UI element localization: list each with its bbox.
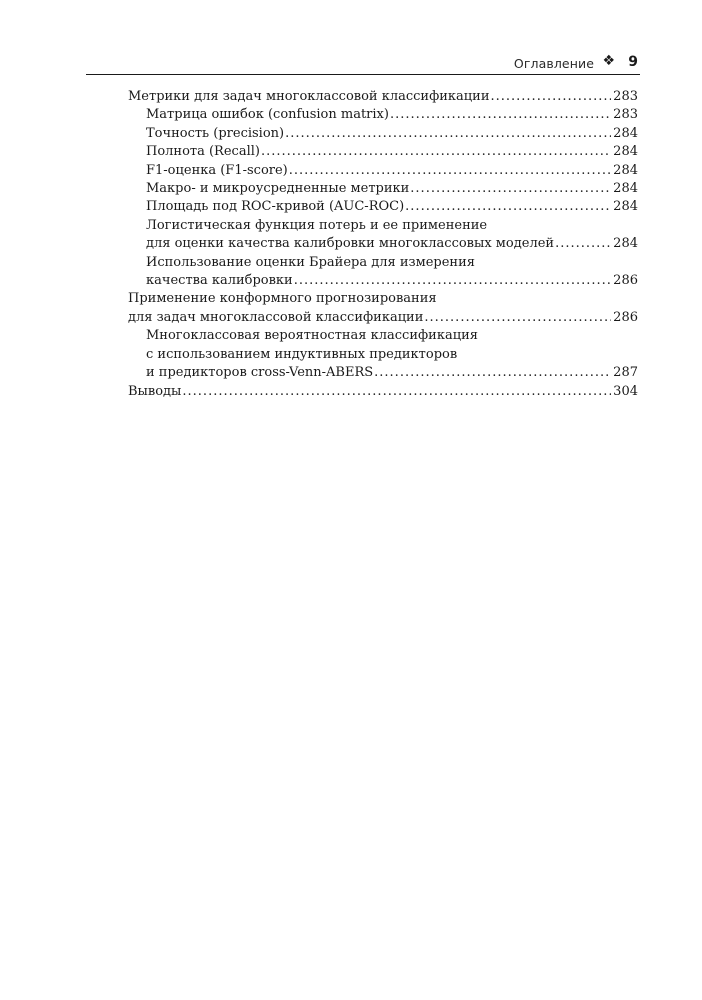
- toc-entry[interactable]: [128, 254, 638, 291]
- table-of-contents: [128, 88, 638, 401]
- toc-entry-title: для задач многоклассовой классификации: [128, 309, 424, 325]
- toc-entry-title: качества калибровки: [146, 273, 293, 289]
- toc-entry[interactable]: [128, 162, 638, 180]
- toc-entry-title: Макро- и микроусредненные метрики: [146, 181, 410, 197]
- toc-entry-title-line: Использование оценки Брайера для измерения: [146, 254, 475, 270]
- toc-entry-page: 284: [613, 199, 638, 215]
- toc-entry-page: 284: [613, 236, 638, 252]
- toc-entry-title: Выводы: [128, 383, 182, 399]
- toc-entry[interactable]: [128, 198, 638, 216]
- dot-leader: [491, 88, 612, 106]
- dot-leader: [390, 106, 611, 124]
- toc-entry-page: 286: [613, 309, 638, 325]
- toc-entry-title-line: Логистическая функция потерь и ее применение: [146, 217, 488, 233]
- page-number: 9: [628, 54, 638, 70]
- toc-entry-page: 304: [613, 383, 638, 399]
- dot-leader: [405, 198, 611, 216]
- toc-entry-page: 283: [613, 89, 638, 104]
- toc-entry[interactable]: [128, 180, 638, 198]
- toc-entry-page: 286: [613, 273, 638, 289]
- toc-entry[interactable]: [128, 383, 638, 401]
- dot-leader: [289, 162, 611, 180]
- toc-entry-page: 283: [613, 107, 638, 123]
- toc-entry-title: Площадь под ROC-кривой (AUC-ROC): [146, 199, 405, 215]
- toc-entry-title-line: Многоклассовая вероятностная классификация: [146, 328, 478, 344]
- toc-entry[interactable]: [128, 290, 638, 327]
- toc-entry-title-line: с использованием индуктивных предикторов: [146, 346, 458, 362]
- toc-entry[interactable]: [128, 143, 638, 161]
- toc-entry-page: 284: [613, 144, 638, 160]
- toc-entry-page: 287: [613, 365, 638, 381]
- toc-entry-title: и предикторов cross-Venn-ABERS: [146, 365, 374, 381]
- toc-entry-title: Полнота (Recall): [146, 144, 260, 160]
- toc-entry-title: для оценки качества калибровки многоклассовых моделей: [146, 236, 555, 252]
- toc-entry-title: F1-оценка (F1-score): [146, 162, 288, 178]
- dot-leader: [285, 125, 611, 143]
- dot-leader: [374, 364, 611, 382]
- dot-leader: [555, 235, 611, 253]
- toc-entry-page: 284: [613, 181, 638, 197]
- dot-leader: [261, 143, 611, 161]
- toc-entry-title: Точность (precision): [146, 125, 285, 141]
- toc-entry[interactable]: [128, 106, 638, 124]
- toc-entry[interactable]: [128, 327, 638, 382]
- toc-entry-title: Матрица ошибок (confusion matrix): [146, 107, 389, 123]
- dot-leader: [294, 272, 611, 290]
- toc-entry-page: 284: [613, 162, 638, 178]
- dot-leader: [182, 383, 611, 401]
- dot-leader: [410, 180, 611, 198]
- ornament-icon: ❖: [602, 53, 615, 69]
- toc-entry-title-line: Применение конформного прогнозирования: [128, 291, 437, 307]
- running-header: [86, 52, 640, 75]
- running-header-title: Оглавление: [513, 56, 594, 71]
- toc-entry[interactable]: [128, 217, 638, 254]
- toc-entry[interactable]: [128, 88, 638, 106]
- dot-leader: [424, 309, 611, 327]
- toc-entry-page: 284: [613, 125, 638, 141]
- toc-entry-title: Метрики для задач многоклассовой классификации: [128, 89, 490, 104]
- toc-entry[interactable]: [128, 125, 638, 143]
